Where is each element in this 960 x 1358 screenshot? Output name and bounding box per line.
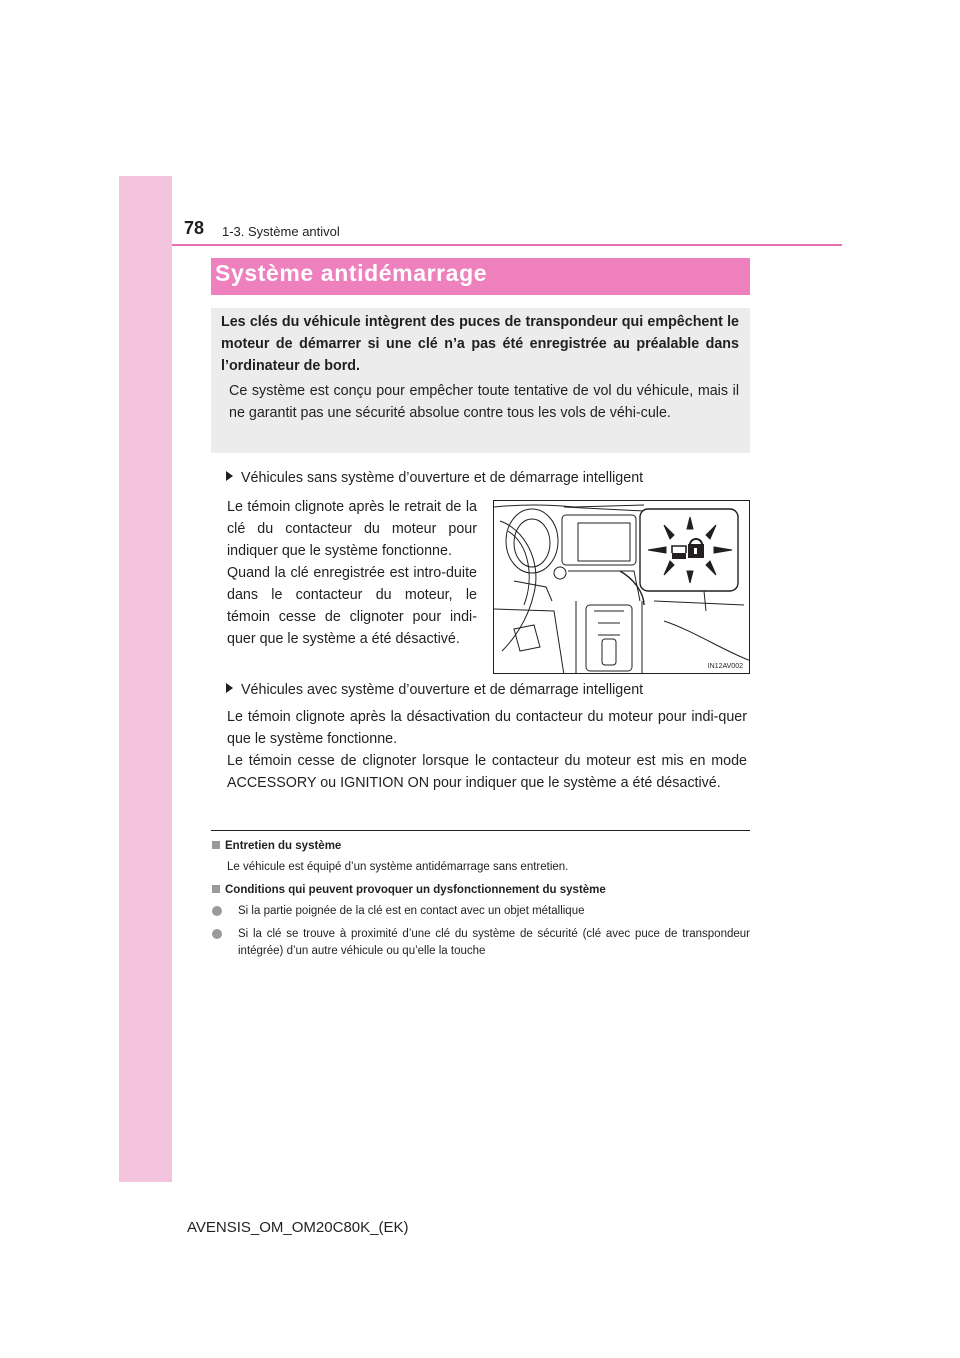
page-number: 78 <box>184 218 205 238</box>
notes-divider <box>211 830 750 831</box>
list-item-text: Si la partie poignée de la clé est en contact avec un objet métallique <box>238 905 585 917</box>
circle-bullet-icon <box>212 906 222 916</box>
triangle-bullet-icon <box>226 683 233 693</box>
note-maintenance-text: Le véhicule est équipé d’un système antidémarrage sans entretien. <box>227 861 569 873</box>
list-item <box>212 903 750 920</box>
section1-paragraph-1: Le témoin clignote après le retrait de la clé du contacteur du moteur pour indiquer que le système fonctionne. <box>227 499 477 559</box>
section2-heading-text: Véhicules avec système d’ouverture et de démarrage intelligent <box>241 682 644 698</box>
section2-paragraph-1: Le témoin clignote après la désactivation du contacteur du moteur pour indi-quer que le système fonctionne. <box>227 709 747 747</box>
note-heading-text: Conditions qui peuvent provoquer un dysfonctionnement du système <box>225 884 606 896</box>
square-bullet-icon <box>212 841 220 849</box>
dashboard-illustration <box>493 500 750 674</box>
section1-heading <box>226 470 643 486</box>
list-item-text: Si la clé se trouve à proximité d’une clé du système de sécurité (clé avec puce de transpondeur intégrée) d’un autre véhicule ou qu’elle la touche <box>238 928 750 957</box>
note-heading-text: Entretien du système <box>225 840 342 852</box>
note-heading-malfunction <box>212 884 606 896</box>
section1-heading-text: Véhicules sans système d’ouverture et de démarrage intelligent <box>241 470 644 486</box>
section-label: 1-3. Système antivol <box>222 224 340 239</box>
circle-bullet-icon <box>212 929 222 939</box>
footer-code: AVENSIS_OM_OM20C80K_(EK) <box>187 1219 409 1236</box>
section2-heading <box>226 682 643 698</box>
intro-text: Ce système est conçu pour empêcher toute tentative de vol du véhicule, mais il ne garantit pas une sécurité absolue contre tous les vols de véhi-cule. <box>229 383 739 421</box>
dashboard-drawing <box>494 501 750 674</box>
triangle-bullet-icon <box>226 471 233 481</box>
intro-box <box>211 308 750 453</box>
section1-paragraph-2: Quand la clé enregistrée est intro-duite dans le contacteur du moteur, le témoin cesse de clignoter pour indi-quer que le système a été désactivé. <box>227 565 477 647</box>
list-item <box>212 926 750 960</box>
header-rule <box>172 244 842 246</box>
note-heading-maintenance <box>212 840 341 852</box>
title-bar <box>211 258 750 295</box>
square-bullet-icon <box>212 885 220 893</box>
chapter-sidebar <box>119 176 172 1182</box>
intro-bold-text: Les clés du véhicule intègrent des puces de transpondeur qui empêchent le moteur de démarrer si une clé n’a pas été enregistrée au préalable dans l’ordinateur de bord. <box>221 314 739 374</box>
figure-code: IN12AV002 <box>707 663 743 670</box>
page-title: Système antidémarrage <box>215 260 488 286</box>
section2-paragraph-2: Le témoin cesse de clignoter lorsque le contacteur du moteur est mis en mode ACCESSORY ou IGNITION ON pour indiquer que le système a été désactivé. <box>227 753 747 791</box>
